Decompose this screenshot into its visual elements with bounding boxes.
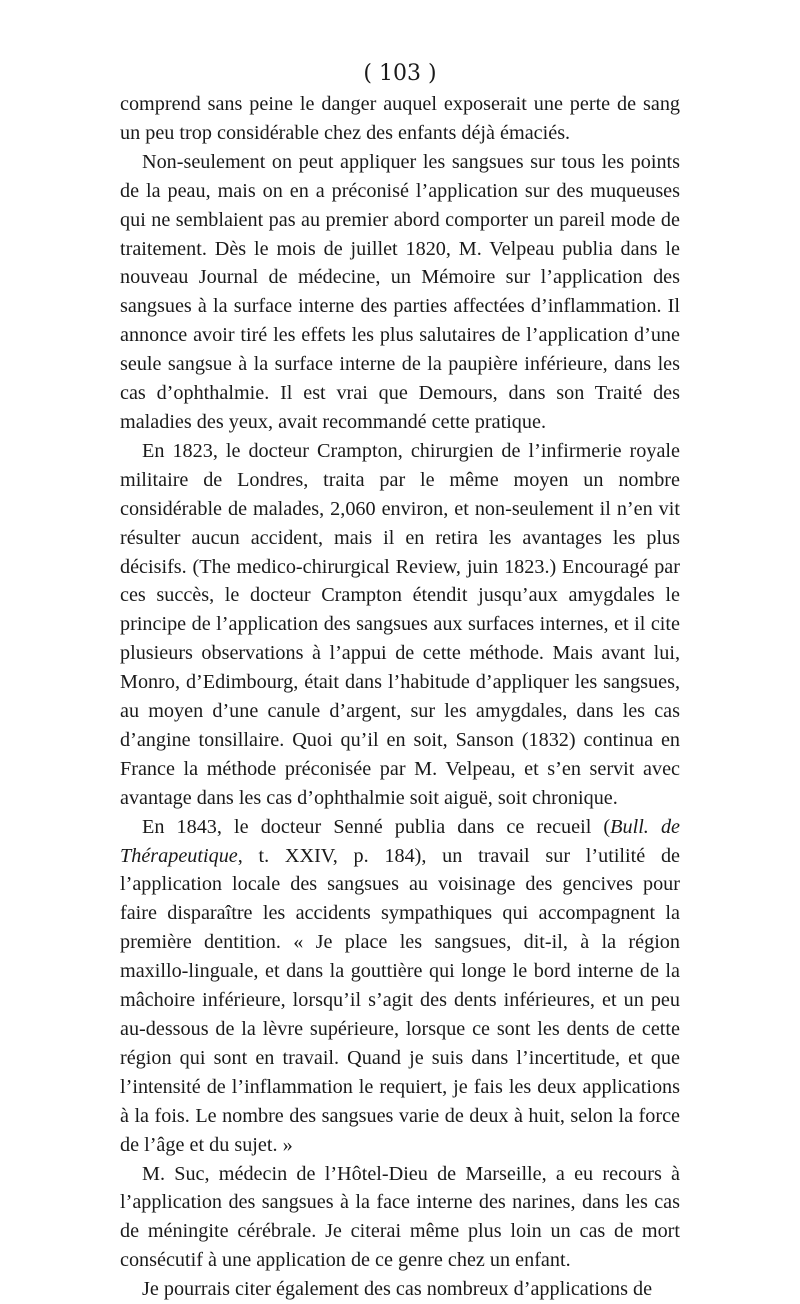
body-text [120, 90, 680, 1304]
journal-title-italic: Bull. de Thérapeutique [120, 815, 680, 867]
paragraph-final: Je pourrais citer également des cas nombreux d’applications de [142, 1278, 653, 1301]
senne-text-after: , t. XXIV, p. 184), un travail sur l’utilité de l’application locale des sangsues au voisinage des gencives pour faire disparaître les accidents sympathiques qui accompagnent la première dentition. « Je place les sangsues, dit-il, à la région maxillo-linguale, et dans la gouttière qui longe le bord interne de la mâchoire inférieure, lorsqu’il s’agit des dents inférieures, et un peu au-dessous de la lèvre supérieure, lorsque ce sont les dents de cette région qui sont en travail. Quand je suis dans l’incertitude, et que l’intensité de l’inflammation le requiert, je fais les deux applications à la fois. Le nombre des sangsues varie de deux à huit, selon la force de l’âge et du sujet. » [120, 844, 680, 1156]
page-number: ( 103 ) [363, 61, 437, 86]
senne-text-before: En 1843, le docteur Senné publia dans ce recueil ( [142, 815, 611, 838]
paragraph-continuation: comprend sans peine le danger auquel exposerait une perte de sang un peu trop considérable chez des enfants déjà émaciés. [120, 93, 680, 144]
paragraph-mucous-membranes: Non-seulement on peut appliquer les sangsues sur tous les points de la peau, mais on en a préconisé l’application sur des muqueuses qui ne semblaient pas au premier abord comporter un pareil mode de traitement. Dès le mois de juillet 1820, M. Velpeau publia dans le nouveau Journal de médecine, un Mémoire sur l’application des sangsues à la surface interne des parties affectées d’inflammation. Il annonce avoir tiré les effets les plus salutaires de l’application d’une seule sangsue à la surface interne de la paupière inférieure, dans les cas d’ophthalmie. Il est vrai que Demours, dans son Traité des maladies des yeux, avait recommandé cette pratique. [120, 150, 680, 433]
paragraph-suc: M. Suc, médecin de l’Hôtel-Dieu de Marseille, a eu recours à l’application des sangsues à la face interne des narines, dans les cas de méningite cérébrale. Je citerai même plus loin un cas de mort consécutif à une application de ce genre chez un enfant. [120, 1162, 680, 1272]
paragraph-senne [120, 813, 680, 1160]
paragraph-crampton: En 1823, le docteur Crampton, chirurgien de l’infirmerie royale militaire de Londres, traita par le même moyen un nombre considérable de malades, 2,060 environ, et non-seulement il n’en vit résulter aucun accident, mais il en retira les avantages les plus décisifs. (The medico-chirurgical Review, juin 1823.) Encouragé par ces succès, le docteur Crampton étendit jusqu’aux amygdales le principe de l’application des sangsues aux surfaces internes, et il cite plusieurs observations à l’appui de cette méthode. Mais avant lui, Monro, d’Edimbourg, était dans l’habitude d’appliquer les sangsues, au moyen d’une canule d’argent, sur les amygdales, dans les cas d’angine tonsillaire. Quoi qu’il en soit, Sanson (1832) continua en France la méthode préconisée par M. Velpeau, et s’en servit avec avantage dans les cas d’ophthalmie soit aiguë, soit chronique. [120, 439, 680, 809]
